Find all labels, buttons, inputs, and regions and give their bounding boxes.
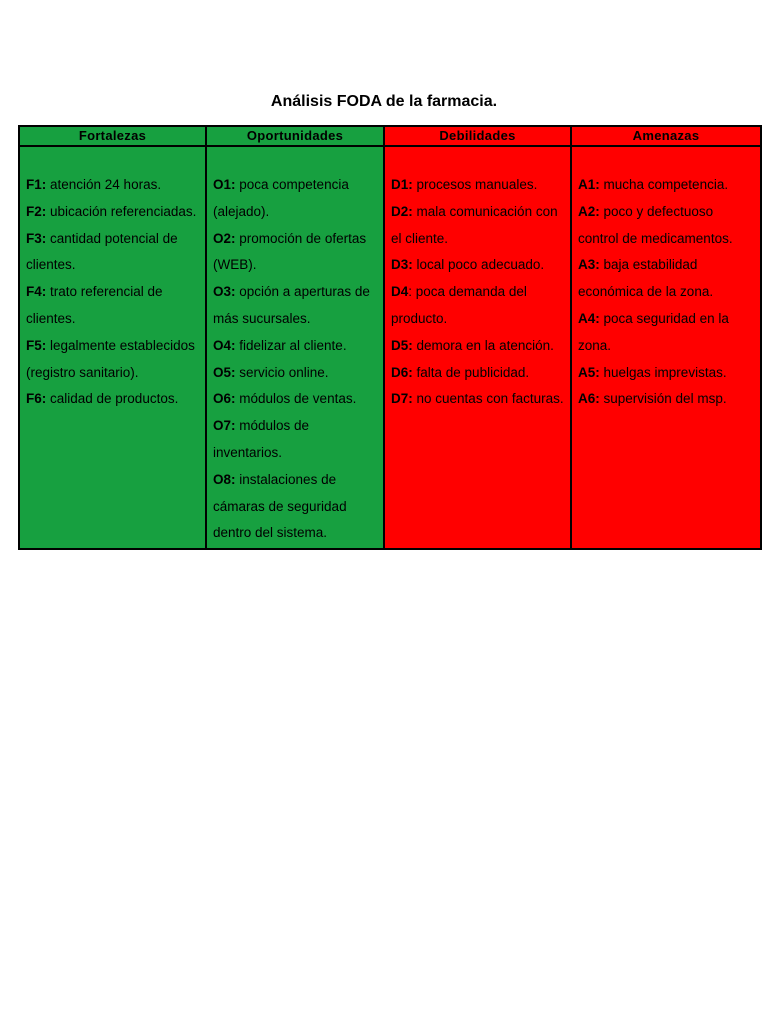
- list-item: [213, 279, 379, 333]
- list-item: [26, 386, 201, 413]
- list-item: [391, 199, 566, 253]
- foda-table: [18, 125, 762, 550]
- item-code: A5:: [578, 364, 600, 380]
- item-text: huelgas imprevistas.: [599, 364, 727, 380]
- debilidades-cell: [384, 146, 571, 549]
- document-title: Análisis FODA de la farmacia.: [270, 93, 498, 110]
- item-text: calidad de productos.: [46, 391, 179, 407]
- header-oportunidades: Oportunidades: [206, 126, 384, 146]
- item-text: módulos de inventarios.: [213, 418, 310, 460]
- item-text: servicio online.: [235, 364, 329, 380]
- list-item: [213, 386, 379, 413]
- list-item: [578, 172, 756, 199]
- item-code: A4:: [578, 310, 600, 326]
- list-item: [213, 467, 379, 547]
- list-item: [391, 386, 566, 413]
- item-text: poco y defectuoso control de medicamentos.: [578, 203, 733, 246]
- item-code: F1:: [26, 177, 47, 192]
- item-code: F2:: [26, 203, 47, 219]
- item-code: D7:: [391, 391, 413, 407]
- list-item: [213, 360, 379, 387]
- item-code: D2:: [391, 203, 413, 219]
- item-code: F5:: [26, 337, 47, 353]
- item-code: D1:: [391, 177, 413, 192]
- list-item: [578, 360, 756, 387]
- item-text: trato referencial de clientes.: [26, 284, 163, 326]
- list-item: [391, 252, 566, 279]
- item-text: no cuentas con facturas.: [412, 391, 564, 407]
- amenazas-cell: [571, 146, 761, 549]
- item-code: F4:: [26, 284, 47, 300]
- item-text: poca seguridad en la zona.: [578, 310, 729, 353]
- list-item: [26, 199, 201, 226]
- item-code: F6:: [26, 391, 47, 407]
- list-item: [391, 333, 566, 360]
- item-text: módulos de ventas.: [235, 391, 357, 407]
- oportunidades-cell: [206, 146, 384, 549]
- item-code: F3:: [26, 230, 47, 246]
- list-item: [578, 306, 756, 360]
- item-code: O4:: [213, 337, 236, 353]
- item-text: instalaciones de cámaras de seguridad dentro del sistema.: [213, 471, 347, 541]
- list-item: [213, 333, 379, 360]
- item-text: mucha competencia.: [599, 177, 729, 192]
- item-text: supervisión del msp.: [599, 391, 727, 407]
- list-item: [26, 226, 201, 280]
- item-text: demora en la atención.: [412, 337, 554, 353]
- item-text: : poca demanda del producto.: [391, 284, 527, 326]
- header-amenazas: Amenazas: [571, 126, 761, 146]
- item-text: poca competencia (alejado).: [213, 177, 349, 219]
- list-item: [26, 279, 201, 333]
- item-code: O3:: [213, 284, 236, 300]
- item-code: D5:: [391, 337, 413, 353]
- item-code: D4: [391, 284, 409, 300]
- list-item: [213, 226, 379, 280]
- item-text: mala comunicación con el cliente.: [391, 203, 558, 246]
- list-item: [578, 199, 756, 253]
- item-text: cantidad potencial de clientes.: [26, 230, 178, 273]
- header-row: [19, 126, 761, 146]
- list-item: [391, 172, 566, 199]
- item-text: procesos manuales.: [412, 177, 538, 192]
- item-text: promoción de ofertas (WEB).: [213, 230, 367, 273]
- list-item: [391, 360, 566, 387]
- item-text: baja estabilidad económica de la zona.: [578, 257, 714, 300]
- item-code: O5:: [213, 364, 236, 380]
- content-row: [19, 146, 761, 549]
- item-text: ubicación referenciadas.: [46, 203, 197, 219]
- item-code: O2:: [213, 230, 236, 246]
- item-text: falta de publicidad.: [412, 364, 530, 380]
- list-item: [213, 172, 379, 226]
- item-text: local poco adecuado.: [412, 257, 545, 273]
- item-text: legalmente establecidos (registro sanitario).: [26, 337, 195, 380]
- item-text: fidelizar al cliente.: [235, 337, 347, 353]
- item-code: A3:: [578, 257, 600, 273]
- item-text: opción a aperturas de más sucursales.: [213, 284, 370, 326]
- item-code: A6:: [578, 391, 600, 407]
- item-code: A2:: [578, 203, 600, 219]
- header-fortalezas: Fortalezas: [19, 126, 206, 146]
- list-item: [578, 386, 756, 413]
- item-code: O6:: [213, 391, 236, 407]
- header-debilidades: Debilidades: [384, 126, 571, 146]
- item-code: O1:: [213, 177, 236, 192]
- item-code: O8:: [213, 471, 236, 487]
- list-item: [391, 279, 566, 333]
- item-text: atención 24 horas.: [46, 177, 162, 192]
- list-item: [26, 333, 201, 387]
- item-code: D6:: [391, 364, 413, 380]
- item-code: A1:: [578, 177, 600, 192]
- list-item: [213, 413, 379, 467]
- fortalezas-cell: [19, 146, 206, 549]
- list-item: [578, 252, 756, 306]
- item-code: D3:: [391, 257, 413, 273]
- item-code: O7:: [213, 418, 236, 434]
- list-item: [26, 172, 201, 199]
